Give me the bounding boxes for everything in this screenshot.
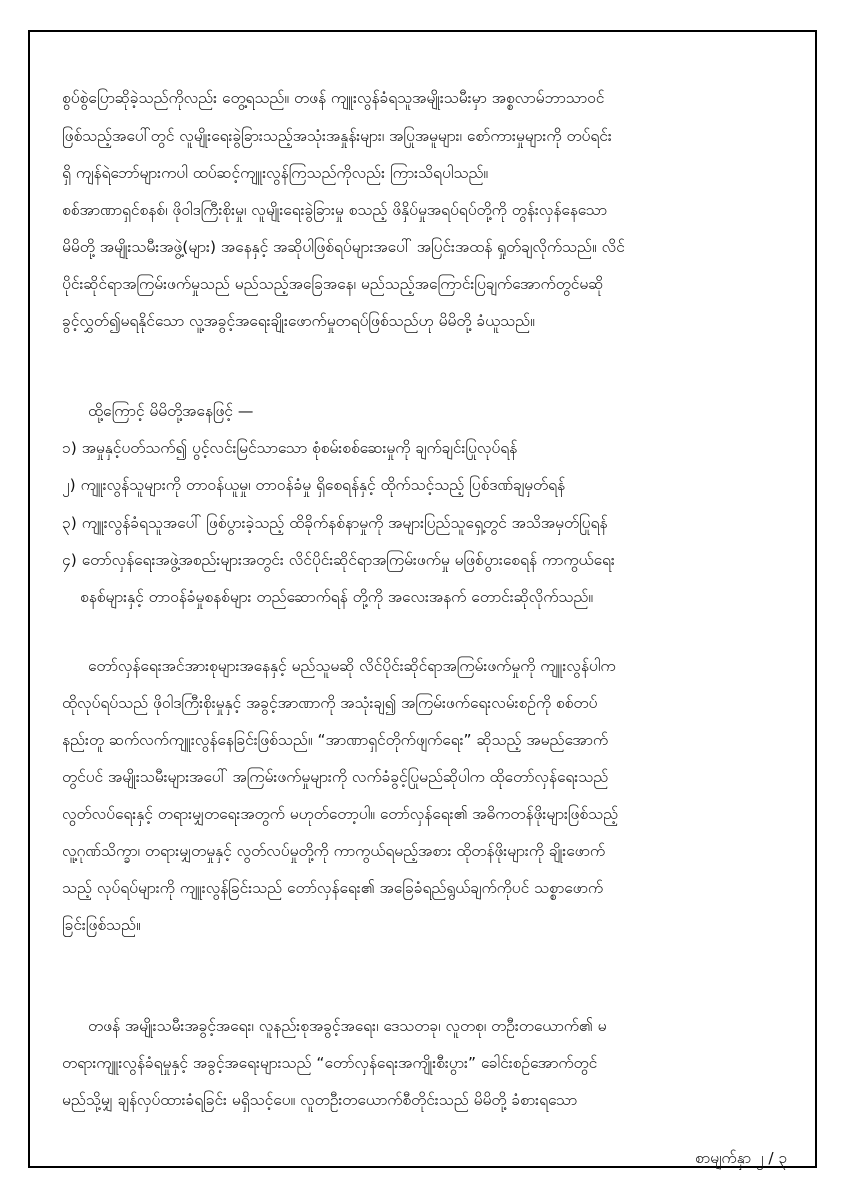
page-number: စာမျက်နှာ ၂ / ၃: [695, 1149, 788, 1167]
paragraph-1-line-3: ရှိ ကျန်ရဲဘော်များကပါ ထပ်ဆင့်ကျူးလွန်ကြသည်ကိုလည်း ကြားသိရပါသည်။: [62, 164, 489, 182]
demands-intro: ထို့ကြောင့် မိမိတို့အနေဖြင့် —: [88, 402, 254, 420]
paragraph-3-line-2: ထိုလုပ်ရပ်သည် ဖိုဝါဒကြီးစိုးမှုနှင့် အခွင့်အာဏာကို အသုံးချ၍ အကြမ်းဖက်ရေးလမ်းစဉ်ကို စစ်တပ်: [62, 694, 598, 712]
paragraph-2-line-4: ခွင့်လွှတ်၍မရနိုင်သော လူ့အခွင့်အရေးချိုးဖောက်မှုတရပ်ဖြစ်သည်ဟု မိမိတို့ ခံယူသည်။: [62, 312, 535, 330]
paragraph-3-line-1: တော်လှန်ရေးအင်အားစုများအနေနှင့် မည်သူမဆို လိင်ပိုင်းဆိုင်ရာအကြမ်းဖက်မှုကို ကျူးလွန်ပါက: [88, 657, 616, 675]
demand-item-4-continued: စနစ်များနှင့် တာဝန်ခံမှုစနစ်များ တည်ဆောက်ရန် တို့ကို အလေးအနက် တောင်းဆိုလိုက်သည်။: [80, 588, 594, 606]
paragraph-1-line-1: စွပ်စွဲပြောဆိုခဲ့သည်ကိုလည်း တွေ့ရသည်။ တဖန် ကျူးလွန်ခံရသူအမျိုးသမီးမှာ အစ္စလာမ်ဘာသာဝင်: [62, 89, 605, 107]
demand-item-1: ၁) အမှုနှင့်ပတ်သက်၍ ပွင့်လင်းမြင်သာသော စုံစမ်းစစ်ဆေးမှုကို ချက်ချင်းပြုလုပ်ရန်: [62, 439, 518, 457]
paragraph-3-line-3: နည်းတူ ဆက်လက်ကျူးလွန်နေခြင်းဖြစ်သည်။ “အာဏာရှင်တိုက်ဖျက်ရေး” ဆိုသည့် အမည်အောက်: [62, 731, 609, 749]
paragraph-3-line-4: တွင်ပင် အမျိုးသမီးများအပေါ် အကြမ်းဖက်မှုများကို လက်ခံခွင့်ပြုမည်ဆိုပါက ထိုတော်လှန်ရေးသည်: [62, 768, 609, 786]
paragraph-4-line-2: တရားကျူးလွန်ခံရမှုနှင့် အခွင့်အရေးများသည် “တော်လှန်ရေးအကျိုးစီးပွား” ခေါင်းစဉ်အောက်တွင်: [62, 1054, 598, 1072]
demand-item-3: ၃) ကျူးလွန်ခံရသူအပေါ် ဖြစ်ပွားခဲ့သည့် ထိခိုက်နစ်နာမှုကို အများပြည်သူရှေ့တွင် အသိအမှတ်ပြုရန်: [62, 514, 608, 532]
paragraph-1-line-2: ဖြစ်သည့်အပေါ်တွင် လူမျိုးရေးခွဲခြားသည့်အသုံးအနှုန်းများ၊ အပြုအမူများ၊ စော်ကားမှုများကို တပ်ရင်း: [62, 127, 612, 145]
paragraph-4-line-1: တဖန် အမျိုးသမီးအခွင့်အရေး၊ လူနည်းစုအခွင့်အရေး၊ ဒေသတခု၊ လူတစု၊ တဦးတယောက်၏ မ: [88, 1017, 607, 1035]
paragraph-4-line-3: မည်သို့မျှ ချန်လှပ်ထားခံရခြင်း မရှိသင့်ပေ။ လူတဦးတယောက်စီတိုင်းသည် မိမိတို့ ခံစားရသော: [62, 1091, 578, 1109]
paragraph-3-line-6: လူ့ဂုဏ်သိက္ခာ၊ တရားမျှတမှုနှင့် လွတ်လပ်မှုတို့ကို ကာကွယ်ရမည့်အစား ထိုတန်ဖိုးများကို ချိုးဖောက်: [62, 842, 606, 860]
demand-item-4: ၄) တော်လှန်ရေးအဖွဲ့အစည်းများအတွင်း လိင်ပိုင်းဆိုင်ရာအကြမ်းဖက်မှု မဖြစ်ပွားစေရန် ကာကွယ်ရေး: [62, 551, 615, 569]
paragraph-2-line-2: မိမိတို့ အမျိုးသမီးအဖွဲ့(များ) အနေနှင့် အဆိုပါဖြစ်ရပ်များအပေါ် အပြင်းအထန် ရှုတ်ချလိုက်သည်။ လိင်: [62, 238, 625, 256]
paragraph-3-line-7: သည့် လုပ်ရပ်များကို ကျူးလွန်ခြင်းသည် တော်လှန်ရေး၏ အခြေခံရည်ရွယ်ချက်ကိုပင် သစ္စာဖောက်: [62, 879, 604, 897]
paragraph-2-line-1: စစ်အာဏာရှင်စနစ်၊ ဖိုဝါဒကြီးစိုးမှု၊ လူမျိုးရေးခွဲခြားမှု စသည့် ဖိနှိပ်မှုအရပ်ရပ်တို့ကို တွန်းလှန်နေသော: [62, 201, 607, 219]
paragraph-2-line-3: ပိုင်းဆိုင်ရာအကြမ်းဖက်မှုသည် မည်သည့်အခြေအနေ၊ မည်သည့်အကြောင်းပြချက်အောက်တွင်မဆို: [62, 275, 604, 293]
paragraph-3-line-5: လွတ်လပ်ရေးနှင့် တရားမျှတရေးအတွက် မဟုတ်တော့ပါ။ တော်လှန်ရေး၏ အဓိကတန်ဖိုးများဖြစ်သည့်: [62, 805, 619, 823]
paragraph-3-line-8: ခြင်းဖြစ်သည်။: [62, 916, 141, 934]
demand-item-2: ၂) ကျူးလွန်သူများကို တာဝန်ယူမှု၊ တာဝန်ခံမှု ရှိစေရန်နှင့် ထိုက်သင့်သည့် ပြစ်ဒဏ်ချမှတ်ရန်: [62, 476, 566, 494]
